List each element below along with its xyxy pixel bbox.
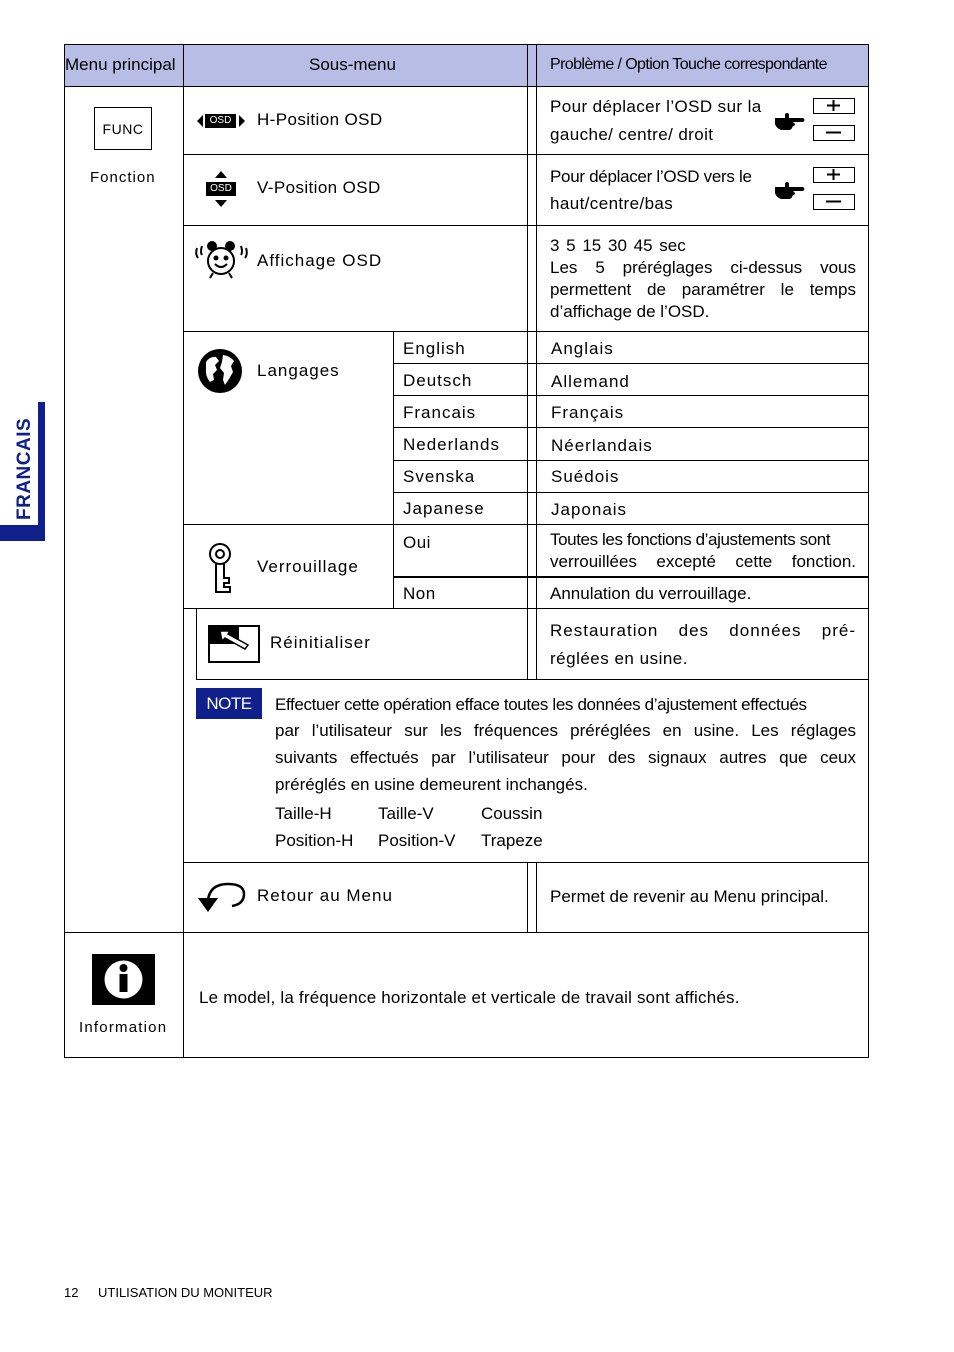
h-position-osd-icon: OSD bbox=[197, 112, 245, 130]
footer-section-title: UTILISATION DU MONITEUR bbox=[98, 1285, 273, 1300]
fonction-caption: Fonction bbox=[90, 169, 156, 186]
language-option: Francais bbox=[403, 403, 477, 422]
lock-oui-desc-line1: Toutes les fonctions d’ajustements sont bbox=[550, 530, 831, 549]
note-grid-cell: Coussin bbox=[481, 804, 543, 823]
note-line3: suivants effectués par l’utilisateur pour des signaux autres que ceux bbox=[275, 748, 856, 767]
plus-key-icon bbox=[813, 167, 855, 183]
note-grid-cell: Taille-H bbox=[275, 804, 332, 823]
hand-pointer-icon bbox=[773, 110, 807, 137]
sidebar-bar bbox=[38, 402, 45, 541]
hand-pointer-icon bbox=[773, 179, 807, 206]
func-icon: FUNC bbox=[94, 107, 152, 150]
language-option: Nederlands bbox=[403, 435, 500, 454]
language-option: Svenska bbox=[403, 467, 476, 486]
key-icon bbox=[205, 542, 235, 601]
note-line4: préréglés en usine demeurent inchangés. bbox=[275, 775, 588, 794]
language-option: Deutsch bbox=[403, 371, 473, 390]
v-position-osd-label: V-Position OSD bbox=[257, 178, 381, 197]
lock-option-non: Non bbox=[403, 584, 436, 603]
reset-icon bbox=[208, 625, 260, 668]
lock-non-desc: Annulation du verrouillage. bbox=[550, 584, 752, 603]
lock-option-oui: Oui bbox=[403, 533, 431, 552]
page-number: 12 bbox=[64, 1285, 79, 1300]
note-grid-cell: Trapeze bbox=[481, 831, 543, 850]
h-position-desc-line1: Pour déplacer l’OSD sur la bbox=[550, 97, 762, 116]
retour-desc: Permet de revenir au Menu principal. bbox=[550, 887, 829, 906]
language-desc: Suédois bbox=[551, 467, 620, 486]
reinit-desc-line1: Restauration des données pré- bbox=[550, 621, 856, 640]
alarm-clock-icon bbox=[193, 240, 251, 285]
plus-key-icon bbox=[813, 98, 855, 114]
language-option: Japanese bbox=[403, 499, 485, 518]
sidebar-language-label: FRANCAIS bbox=[14, 417, 35, 520]
minus-key-icon bbox=[813, 125, 855, 141]
information-desc: Le model, la fréquence horizontale et verticale de travail sont affichés. bbox=[199, 988, 740, 1007]
v-position-osd-icon: OSD bbox=[205, 171, 237, 209]
language-desc: Français bbox=[551, 403, 625, 422]
lock-oui-desc-line2: verrouillées excepté cette fonction. bbox=[550, 552, 856, 571]
note-grid-cell: Position-V bbox=[378, 831, 456, 850]
verrouillage-label: Verrouillage bbox=[257, 557, 359, 576]
return-arrow-icon bbox=[196, 880, 248, 919]
h-position-osd-label: H-Position OSD bbox=[257, 110, 383, 129]
language-option: English bbox=[403, 339, 466, 358]
reinitialiser-label: Réinitialiser bbox=[270, 633, 371, 652]
retour-menu-label: Retour au Menu bbox=[257, 886, 393, 905]
affichage-desc-line1: Les 5 préréglages ci-dessus vous bbox=[550, 258, 856, 277]
globe-icon bbox=[197, 348, 243, 399]
sidebar-bar-base bbox=[0, 525, 45, 541]
affichage-desc-line2: permettent de paramétrer le temps bbox=[550, 280, 856, 299]
language-desc: Anglais bbox=[551, 339, 614, 358]
affichage-osd-label: Affichage OSD bbox=[257, 251, 383, 270]
note-badge: NOTE bbox=[196, 688, 262, 719]
header-submenu: Sous-menu bbox=[309, 55, 396, 74]
note-line2: par l’utilisateur sur les fréquences préréglées en usine. Les réglages bbox=[275, 721, 856, 740]
v-position-desc-line1: Pour déplacer l’OSD vers le bbox=[550, 167, 752, 186]
language-desc: Néerlandais bbox=[551, 436, 653, 455]
information-caption: Information bbox=[79, 1019, 168, 1036]
information-icon bbox=[92, 954, 155, 1005]
language-desc: Japonais bbox=[551, 500, 628, 519]
note-line1: Effectuer cette opération efface toutes les données d’ajustement effectués bbox=[275, 695, 807, 714]
affichage-values: 3 5 15 30 45 sec bbox=[550, 236, 686, 255]
header-main-menu: Menu principal bbox=[65, 55, 176, 74]
minus-key-icon bbox=[813, 194, 855, 210]
header-problem-option: Problème / Option Touche correspondante bbox=[550, 56, 827, 73]
language-desc: Allemand bbox=[551, 372, 630, 391]
note-grid-cell: Taille-V bbox=[378, 804, 434, 823]
note-grid-cell: Position-H bbox=[275, 831, 354, 850]
langages-label: Langages bbox=[257, 361, 340, 380]
v-position-desc-line2: haut/centre/bas bbox=[550, 194, 674, 213]
h-position-desc-line2: gauche/ centre/ droit bbox=[550, 125, 714, 144]
reinit-desc-line2: réglées en usine. bbox=[550, 649, 688, 668]
affichage-desc-line3: d’affichage de l’OSD. bbox=[550, 302, 710, 321]
